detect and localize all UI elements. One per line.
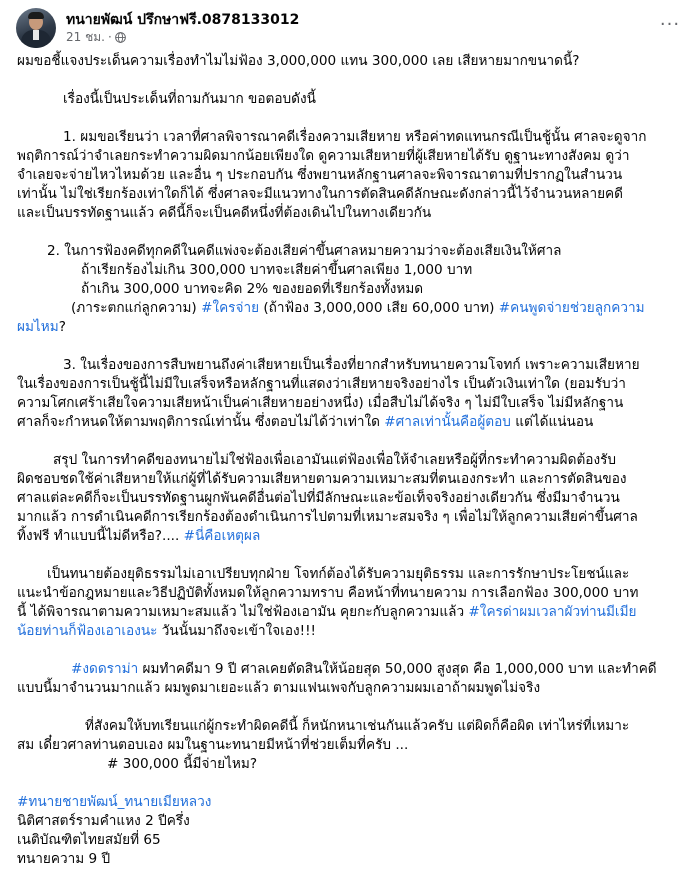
summary-line xyxy=(17,527,685,546)
signature-tag-line xyxy=(17,793,685,812)
summary-line: มากแล้ว การดำเนินคดีการเรียกร้องต้องดำเนินการไปตามที่เหมาะสมจริง ๆ เพื่อไม่ให้ลูกความเสียค่าขึ้นศาล xyxy=(17,509,638,525)
text-segment: ศาลก็จะกำหนดให้ตามพฤติการณ์เท่านั้น ซึ่งตอบไม่ได้ว่าเท่าใด xyxy=(17,414,385,430)
globe-icon[interactable] xyxy=(115,32,126,43)
spacer xyxy=(17,432,685,451)
closing-question: # 300,000 นี้มีจ่ายไหม? xyxy=(107,756,258,772)
hashtag-link-continued[interactable]: น้อยท่านก็ฟ้องเอาเองนะ xyxy=(17,623,158,639)
point-1-line: จำเลยจะจ่ายไหวไหมด้วย และอื่น ๆ ประกอบกัน ซึ่งพยานหลักฐานศาลจะพิจารณาตามที่ปรากฏในสำนวน xyxy=(17,167,623,183)
spacer xyxy=(17,641,685,660)
point-2-line: ถ้าเกิน 300,000 บาทจะคิด 2% ของยอดที่เรียกร้องทั้งหมด xyxy=(81,281,424,297)
hashtag-link[interactable]: #งดดราม่า xyxy=(71,661,139,677)
hashtag-link[interactable]: #ใครจ่าย xyxy=(201,300,260,316)
hashtag-link[interactable]: #ทนายชายพัฒน์_ทนายเมียหลวง xyxy=(17,794,212,810)
spacer xyxy=(17,774,685,793)
signature-line: ทนายความ 9 ปี xyxy=(17,851,111,867)
lawyer-line xyxy=(17,603,685,622)
avatar-shirt xyxy=(33,30,39,40)
text-segment: ? xyxy=(58,319,66,335)
lawyer-line xyxy=(17,622,685,641)
summary-line: สรุป ในการทำคดีของทนายไม่ใช่ฟ้องเพื่อเอามันแต่ฟ้องเพื่อให้จำเลยหรือผู้ที่กระทำความผิดต้องรับ xyxy=(53,452,617,468)
post-time[interactable]: 21 ชม. xyxy=(66,30,105,44)
text-segment: นี้ ได้พิจารณาตามความเหมาะสมแล้ว ไม่ใช่ฟ้องเอามัน คุยกะกับลูกความแล้ว xyxy=(17,604,469,620)
point-3-line: ความโศกเศร้าเสียใจความเสียหน้าเป็นค่าเสียหายอย่างหนึ่ง) เมื่อสืบไม่ได้จริง ๆ ไม่มีใบเสร็จ ไม่มีหลักฐาน xyxy=(17,395,624,411)
post-subline xyxy=(66,29,299,45)
author-name[interactable]: ทนายพัฒน์ ปรึกษาฟรี.0878133012 xyxy=(66,12,300,28)
point-1-line: และเป็นบรรทัดฐานแล้ว คดีนี้ก็จะเป็นคดีหนึ่งที่ต้องเดินไปในทางเดียวกัน xyxy=(17,205,432,221)
signature-line: นิติศาสตร์รามคำแหง 2 ปีครึ่ง xyxy=(17,813,190,829)
spacer xyxy=(17,223,685,242)
point-2-line xyxy=(17,318,685,337)
point-2-line: ถ้าเรียกร้องไม่เกิน 300,000 บาทจะเสียค่าขึ้นศาลเพียง 1,000 บาท xyxy=(81,262,473,278)
point-3-line: ในเรื่องของการเป็นชู้นี้ไม่มีใบเสร็จหรือหลักฐานที่แสดงว่าเสียหายจริงอย่างไร เป็นตัวเงินเท่าใด (ยอมรับว่า xyxy=(17,376,626,392)
spacer xyxy=(17,546,685,565)
point-2-line: 2. ในการฟ้องคดีทุกคดีในคดีแพ่งจะต้องเสียค่าขึ้นศาลหมายความว่าจะต้องเสียเงินให้ศาล xyxy=(47,243,562,259)
post-body xyxy=(17,52,685,869)
point-2-line xyxy=(17,299,685,318)
text-segment: (ถ้าฟ้อง 3,000,000 เสีย 60,000 บาท) xyxy=(259,300,499,316)
experience-line xyxy=(17,660,685,679)
summary-line: ผิดชอบชดใช้ค่าเสียหายให้แก่ผู้ที่ได้รับความเสียหายตามความเหมาะสมที่ตนเองกระทำ และการตัดสินของ xyxy=(17,471,627,487)
post-intro: ผมขอชี้แจงประเด็นความเรื่องทำไมไม่ฟ้อง 3,000,000 แทน 300,000 เลย เสียหายมากขนาดนี้? xyxy=(17,53,580,69)
spacer xyxy=(17,109,685,128)
avatar[interactable] xyxy=(16,8,56,48)
text-segment: (ภาระตกแก่ลูกความ) xyxy=(71,300,202,316)
spacer xyxy=(17,71,685,90)
hashtag-link[interactable]: #ใครด่าผมเวลาผัวท่านมีเมีย xyxy=(468,604,637,620)
text-segment: แต่ได้แน่นอน xyxy=(510,414,594,430)
signature-line: เนติบัณฑิตไทยสมัยที่ 65 xyxy=(17,832,161,848)
hashtag-link[interactable]: #ศาลเท่านั้นคือผู้ตอบ xyxy=(384,414,511,430)
lawyer-line: เป็นทนายต้องยุติธรรมไม่เอาเปรียบทุกฝ่าย โจทก์ต้องได้รับความยุติธรรม และการรักษาประโยชน์และ xyxy=(47,566,630,582)
closing-line: สม เดี๋ยวศาลท่านตอบเอง ผมในฐานะทนายมีหน้าที่ช่วยเต็มที่ครับ ... xyxy=(17,737,409,753)
hashtag-link-continued[interactable]: ผมไหม xyxy=(17,319,59,335)
point-1-line: พฤติการณ์ว่าจำเลยกระทำความผิดมากน้อยเพียงใด ดูความเสียหายที่ผู้เสียหายได้รับ ดูฐานะทางสังคม ดูว่า xyxy=(17,148,630,164)
point-3-line: 3. ในเรื่องของการสืบพยานถึงค่าเสียหายเป็นเรื่องที่ยากสำหรับทนายความโจทก์ เพราะความเสียหาย xyxy=(63,357,640,373)
summary-line: ศาลแต่ละคดีก็จะเป็นบรรทัดฐานผูกพันคดีอื่นต่อไปที่มีลักษณะและข้อเท็จจริงอย่างเดียวกัน ซึ่งมีมาจำนวน xyxy=(17,490,620,506)
post-meta xyxy=(66,11,299,45)
post-header xyxy=(16,8,299,48)
closing-line: ที่สังคมให้บทเรียนแก่ผู้กระทำผิดคดีนี้ ก็หนักหนาเช่นกันแล้วครับ แต่ผิดก็คือผิด เท่าไหร่ที่เหมาะ xyxy=(85,718,630,734)
spacer xyxy=(17,698,685,717)
point-1-line: 1. ผมขอเรียนว่า เวลาที่ศาลพิจารณาคดีเรื่องความเสียหาย หรือค่าทดแทนกรณีเป็นชู้นั้น ศาลจะดูจาก xyxy=(63,129,647,145)
hashtag-link[interactable]: #คนพูดจ่ายช่วยลูกความ xyxy=(498,300,645,316)
text-segment: ทิ้งฟรี ทำแบบนี้ไม่ดีหรือ?.... xyxy=(17,528,184,544)
post-question: เรื่องนี้เป็นประเด็นที่ถามกันมาก ขอตอบดังนี้ xyxy=(63,91,316,107)
text-segment: ผมทำคดีมา 9 ปี ศาลเคยตัดสินให้น้อยสุด 50,000 สูงสุด คือ 1,000,000 บาท และทำคดี xyxy=(138,661,657,677)
hashtag-link[interactable]: #นี่คือเหตุผล xyxy=(183,528,261,544)
experience-line: แบบนี้มาจำนวนมากแล้ว ผมพูดมาเยอะแล้ว ตามแฟนเพจกับลูกความผมเอาถ้าผมพูดไม่จริง xyxy=(17,680,541,696)
text-segment: วันนั้นมาถึงจะเข้าใจเอง!!! xyxy=(157,623,316,639)
avatar-hair xyxy=(28,12,44,19)
spacer xyxy=(17,337,685,356)
point-3-line xyxy=(17,413,685,432)
point-1-line: เท่านั้น ไม่ใช่เรียกร้องเท่าใดก็ได้ ซึ่งศาลจะมีแนวทางในการตัดสินคดีลักษณะดังกล่าวนี้ไว้จำนวนหลายคดี xyxy=(17,186,623,202)
separator-dot: · xyxy=(107,30,112,44)
more-options-icon[interactable]: ··· xyxy=(659,13,681,35)
lawyer-line: แนะนำข้อกฎหมายและวิธีปฏิบัติทั้งหมดให้ลูกความทราบ คือหน้าที่ทนายความ การเลือกฟ้อง 300,000 บาท xyxy=(17,585,639,601)
